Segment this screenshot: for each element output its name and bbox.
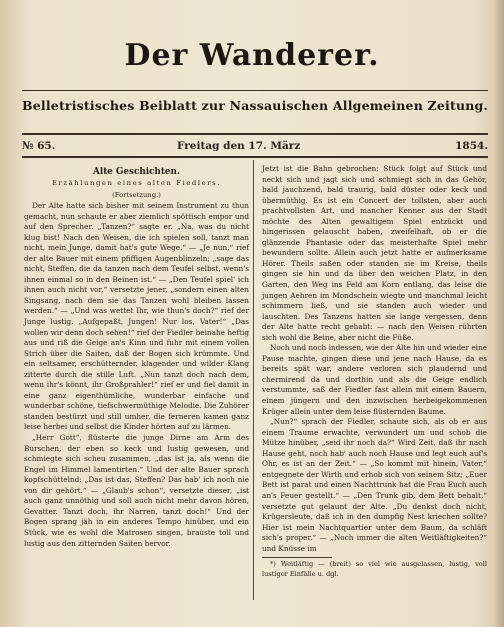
issue-date: Freitag den 17. März [177, 140, 301, 152]
masthead-rule [22, 90, 488, 91]
paragraph: „Herr Gott“, flüsterte die junge Dirne am Arm des Burschen, der eben so keck und lustig gewesen, und schmiegte sich scheu zusammen, „das ist ja, als wenn die Engel im Himmel lamentirten.“ Und der alte Bauer sprach kopfschüttelnd: „Das ist das, Steffen? Das hab' ich noch nie von dir gehört.“ — „Glaub's schon“, versetzte dieser, „ist auch ganz unnöthig und soll auch nicht mehr davon hören, Gevatter. Tanzt doch, ihr Narren, tanzt doch!“ Und der Bogen sprang jäh in ein anderes Tempo hinüber, und ein Stück, wie es wohl die Matrosen singen, brauste toll und lustig aus den zitternden Saiten hervor. [24, 433, 249, 548]
footnote-rule [262, 557, 332, 558]
paragraph: Noch und noch indessen, wie der Alte hin und wieder eine Pause machte, gingen diese und jene nach Hause, da es bereits spät war, andere verloren sich plaudernd und chermirend da und dorthin und als die Geige endlich verstummte, saß der Fiedler fast allein mit einem Bauern, einem jüngern und den inzwischen herbeigekommenen Krüger allein unter dem leise flüsternden Baume. [262, 343, 487, 416]
issue-line [22, 140, 488, 154]
header-rule-top [22, 133, 488, 135]
paragraph: „Nun?“ sprach der Fiedler, schaute sich, als ob er aus einem Traume erwachte, verwundert um und schob die Mütze hinüber, „seid ihr noch da?“ Wird Zeit, daß ihr nach Hause geht, noch hab' auch noch Hause und legt euch auf's Ohr, es ist an der Zeit.“ — „So kommt mit hinein, Vater,“ entgegnete der Wirth und erhob sich von seinem Sitz; „Euer Bett ist parat und einen Nachttrunk hat die Frau Euch auch an's Feuer gestellt.“ — „Den Trunk gib, dem Bett behalt,“ versetzte gut gelaunt der Alte. „Du denkst doch nicht, Krügersleute, daß ich in den dumpfig Nest kriechen sollte? Hier ist mein Nachtquartier unter dem Baum, da schläft sich's proper.“ — „Noch immer die alten Weitläftigkeiten?“ und Knüsse im [262, 417, 487, 553]
article-subtitle: Erzählungen eines alten Fiedlers. [52, 179, 221, 187]
left-column [24, 164, 249, 549]
page-edge-shadow [494, 0, 504, 627]
issue-number: № 65. [22, 140, 56, 152]
masthead-title: Der Wanderer. [124, 38, 380, 73]
right-column [262, 164, 487, 579]
paragraph: Jetzt ist die Bahn gebrochen; Stück folgt auf Stück und neckt sich und jagt sich und schmiegt sich in das Gehör, bald jauchzend, bald traurig, bald düster oder keck und übermüthig. Es ist ein Concert der tollsten, aber auch prachtvollsten Art, und mancher Kenner aus der Stadt möchte des Alten gewaltigem Spiel entzückt und hingerissen gelauscht haben, zweifelhaft, ob er die glänzende Phantasie oder das meisterhafte Spiel mehr bewundern sollte. Allein auch jetzt hatte er aufmerksame Hörer. Theils saßen oder standen sie im Kreise, theils gingen sie hin und da über den weichen Platz, in den Garten, den Weg ins Feld am Korn entlang, das leise die jungen Aehren im Mondschein wiegte und manchmal leicht schimmern ließ, und sie standen auch wieder und lauschten. Des Tanzens hatten sie lange vergessen, denn der Alte hatte recht gehabt: — nach den Weisen rührten sich wohl die Beine, aber nicht die Füße. [262, 164, 487, 342]
paragraph: Der Alte hatte sich bisher mit seinem Instrument zu thun gemacht, nun schaute er aber ziemlich spöttisch empor und auf den Sprecher. „Tanzen?“ sagte er. „Na, was du nicht klug bist! Nach den Weisen, die ich spielen soll, tanzt man nicht, mein Junge, damit hat's gute Wege.“ — „Je nun,“ rief der alte Bauer mit einem pfiffigen Augenblinzeln; „sage das nicht, Steffen, die da tanzen nach dem Teufel selbst, wenn's ihnen einmal so in den Beinen ist.“ — „Den Teufel spiel' ich ihnen auch nicht vor,“ versetzte jener, „sondern einen alten Singsang, nach dem sie das Tanzen wohl bleiben lassen werden.“ — „Und was wettet Ihr, wie thun's doch?“ rief der Junge lustig. „Aufgepaßt, Jungen! Nur los, Vater!“ „Das wollen wir denn doch sehen!“ rief der Fiedler beinahe heftig aus und riß die Geige an's Kinn und fuhr mit einem vollen Strich über die Saiten, daß der Bogen sich krümmte. Und ein seltsamer, erschütternder, klagender und wilder Klang zitterte durch die stille Luft. „Nun tanzt doch nach dem, wenn ihr's könnt, ihr Großprahler!“ rief er und fiel damit in eine ganz eigenthümliche, wunderbar einfache und wunderbar schöne, tiefschwermüthige Melodie. Die Zuhörer standen bestürzt und still umher, die ferneren kamen ganz leise herbei und selbst die Kinder hörten auf zu lärmen. [24, 201, 249, 432]
footnote: *) Weitläftig — (breit) so viel wie ausgelassen, lustig, voll lustiger Einfälle u. dgl. [262, 560, 487, 578]
article-title: Alte Geschichten. [93, 167, 180, 177]
issue-year: 1854. [455, 140, 488, 152]
header-rule-bottom [22, 156, 488, 158]
column-divider [253, 160, 254, 600]
masthead-subtitle: Belletristisches Beiblatt zur Nassauischen Allgemeinen Zeitung. [21, 98, 489, 113]
continued-note: (Fortsetzung.) [112, 191, 161, 199]
